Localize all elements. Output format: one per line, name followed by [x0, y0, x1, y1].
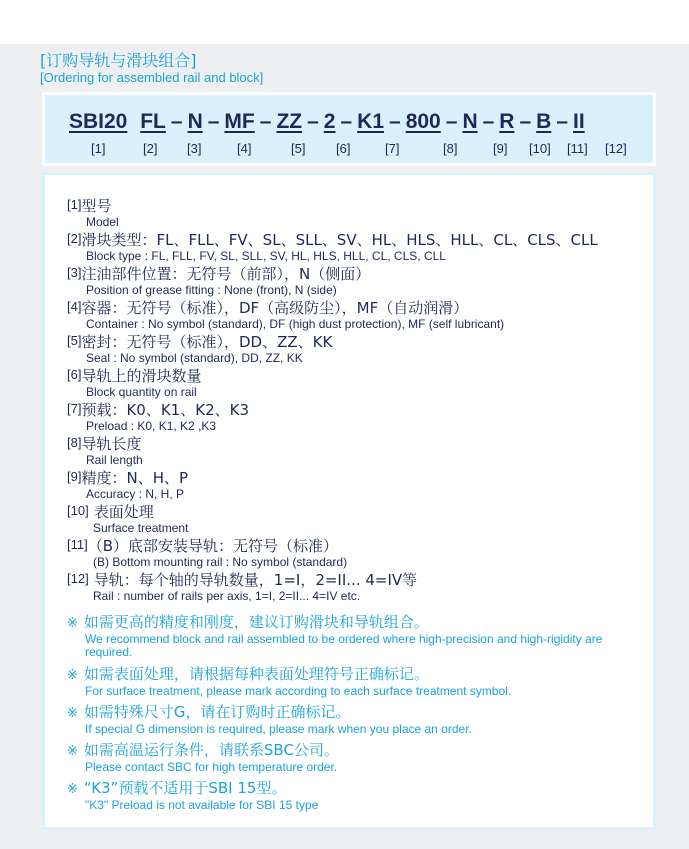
- note-text-cn: 如需高温运行条件，请联系SBC公司。: [83, 741, 339, 759]
- item-number: [8]: [67, 435, 82, 450]
- item-label-cn: 型号: [81, 197, 112, 215]
- item-label-cn: 精度：N、H、P: [81, 469, 189, 487]
- code-index: [6]: [336, 141, 351, 156]
- item-label-cn: 导轨上的滑块数量: [81, 367, 202, 385]
- note-text-en: Please contact SBC for high temperature order.: [85, 760, 338, 774]
- ordering-code: [69, 110, 585, 134]
- spec-item-surface-treatment: [67, 501, 188, 534]
- spec-item-accuracy: [67, 467, 188, 500]
- code-separator: –: [482, 110, 495, 133]
- code-index: [4]: [237, 141, 252, 156]
- code-index: [9]: [493, 141, 508, 156]
- code-segment-model: SBI20: [69, 110, 128, 133]
- note-text-en: We recommend block and rail assembled to be ordered where high-precision and high-rigidity are required.: [85, 632, 603, 659]
- note-text-cn: 如需表面处理，请根据每种表面处理符号正确标记。: [83, 665, 429, 683]
- item-label-cn: 容器：无符号（标准），DF（高级防尘），MF（自动润滑）: [81, 299, 469, 317]
- code-separator: –: [259, 110, 272, 133]
- item-label-en: Rail length: [86, 453, 143, 467]
- ordering-code-box: [42, 92, 656, 166]
- note-mark: ※: [67, 616, 78, 631]
- item-label-en: (B) Bottom mounting rail : No symbol (standard): [93, 555, 348, 569]
- note-high-temperature: [67, 739, 647, 774]
- item-number: [4]: [67, 299, 82, 314]
- item-label-en: Seal : No symbol (standard), DD, ZZ, KK: [86, 351, 303, 365]
- item-number: [3]: [67, 265, 82, 280]
- item-number: [6]: [67, 367, 82, 382]
- item-number: [11]: [67, 537, 88, 552]
- item-label-en: Surface treatment: [93, 521, 189, 535]
- item-number: [5]: [67, 333, 82, 348]
- item-label-en: Block quantity on rail: [86, 385, 197, 399]
- item-number: [7]: [67, 401, 82, 416]
- code-separator: –: [519, 110, 532, 133]
- spec-item-seal: [67, 331, 332, 364]
- code-separator: –: [445, 110, 458, 133]
- note-mark: ※: [67, 782, 78, 797]
- spec-item-preload: [67, 399, 249, 432]
- code-index: [5]: [291, 141, 306, 156]
- item-label-cn: 表面处理: [93, 503, 154, 521]
- note-mark: ※: [67, 668, 78, 683]
- code-separator: –: [207, 110, 220, 133]
- item-number: [12]: [67, 571, 89, 586]
- note-text-cn: 如需特殊尺寸G，请在订购时正确标记。: [83, 703, 351, 721]
- spec-item-block-type: [67, 229, 598, 262]
- code-separator: –: [307, 110, 319, 133]
- code-segment-seal: ZZ: [276, 110, 303, 133]
- code-index: [11]: [567, 141, 588, 156]
- item-label-cn: 导轨长度: [81, 435, 142, 453]
- spec-item-rails-per-axis: [67, 569, 417, 602]
- item-label-en: Block type : FL, FLL, FV, SL, SLL, SV, HL, HLS, HLL, CL, CLS, CLL: [86, 249, 446, 263]
- item-label-en: Container : No symbol (standard), DF (high dust protection), MF (self lubricant): [86, 317, 505, 331]
- code-index: [2]: [143, 141, 158, 156]
- code-segment-block-type: FL: [140, 110, 166, 133]
- spec-item-bottom-mount: [67, 535, 347, 568]
- item-label-cn: 预载：K0、K1、K2、K3: [81, 401, 249, 419]
- code-segment-accuracy: N: [462, 110, 478, 133]
- code-index: [7]: [385, 141, 400, 156]
- item-number: [10]: [67, 503, 89, 518]
- section-title-cn: [订购导轨与滑块组合]: [40, 51, 197, 70]
- item-label-cn: 导轨：每个轴的导轨数量，1=I，2=II... 4=IV等: [93, 571, 418, 589]
- code-index: [1]: [91, 141, 106, 156]
- code-segment-container: MF: [224, 110, 255, 133]
- code-segment-surface: R: [499, 110, 515, 133]
- item-label-cn: 密封：无符号（标准），DD、ZZ、KK: [81, 333, 333, 351]
- note-text-en: "K3" Preload is not available for SBI 15 type: [85, 798, 319, 812]
- item-number: [1]: [67, 197, 82, 212]
- note-mark: ※: [67, 706, 78, 721]
- code-index: [12]: [605, 141, 627, 156]
- code-separator: –: [389, 110, 401, 133]
- spec-item-rail-length: [67, 433, 143, 466]
- spec-item-container: [67, 297, 504, 330]
- item-label-cn: 注油部件位置：无符号（前部），N（侧面）: [81, 265, 371, 283]
- code-separator: –: [340, 110, 353, 133]
- item-label-en: Position of grease fitting : None (front), N (side): [86, 283, 337, 297]
- specification-list-box: [42, 172, 656, 830]
- note-assembled-order: [67, 611, 647, 659]
- code-index: [3]: [187, 141, 202, 156]
- item-label-cn: 滑块类型：FL、FLL、FV、SL、SLL、SV、HL、HLS、HLL、CL、CLS、CLL: [81, 231, 598, 249]
- spec-item-grease-fitting: [67, 263, 370, 296]
- code-separator: –: [556, 110, 569, 133]
- item-number: [9]: [67, 469, 82, 484]
- note-surface-treatment: [67, 663, 647, 698]
- note-k3-preload: [67, 777, 647, 812]
- code-segment-rails-per-axis: II: [573, 110, 585, 133]
- note-text-cn: “K3”预载不适用于SBI 15型。: [83, 779, 287, 797]
- code-separator: –: [170, 110, 183, 133]
- item-number: [2]: [67, 231, 82, 246]
- item-label-en: Preload : K0, K1, K2 ,K3: [86, 419, 217, 433]
- code-segment-preload: K1: [357, 110, 385, 133]
- note-special-g-dimension: [67, 701, 647, 736]
- item-label-en: Model: [86, 215, 119, 229]
- code-segment-grease-fitting: N: [187, 110, 203, 133]
- note-mark: ※: [67, 744, 78, 759]
- spec-item-model: [67, 195, 119, 228]
- code-index: [8]: [443, 141, 458, 156]
- note-text-en: If special G dimension is required, please mark when you place an order.: [85, 722, 472, 736]
- spec-item-block-quantity: [67, 365, 201, 398]
- item-label-en: Rail : number of rails per axis, 1=I, 2=II... 4=IV etc.: [93, 589, 361, 603]
- code-segment-bottom-mount: B: [536, 110, 552, 133]
- code-segment-rail-length: 800: [405, 110, 441, 133]
- note-text-en: For surface treatment, please mark according to each surface treatment symbol.: [85, 684, 512, 698]
- code-segment-block-quantity: 2: [323, 110, 336, 133]
- code-index: [10]: [529, 141, 551, 156]
- note-text-cn: 如需更高的精度和刚度，建议订购滑块和导轨组合。: [83, 613, 429, 631]
- item-label-en: Accuracy : N, H, P: [86, 487, 185, 501]
- item-label-cn: （B）底部安装导轨：无符号（标准）: [87, 537, 339, 555]
- section-title-en: [Ordering for assembled rail and block]: [40, 70, 264, 85]
